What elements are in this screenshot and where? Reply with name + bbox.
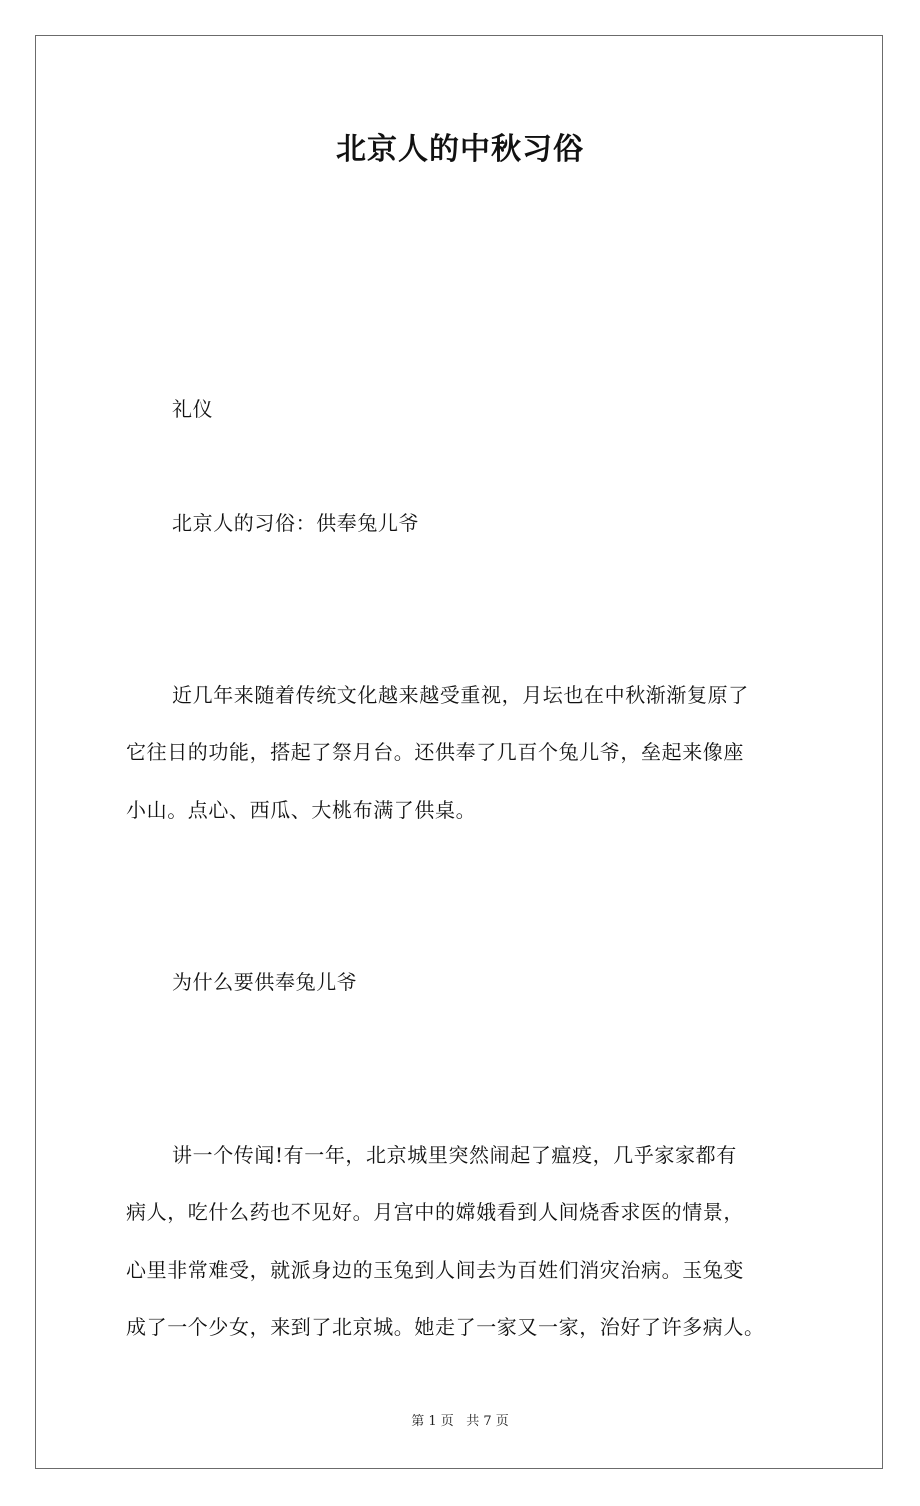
section-heading-custom: 北京人的习俗：供奉兔儿爷: [172, 511, 420, 535]
paragraph-1-line-3: 小山。点心、西瓜、大桃布满了供桌。: [126, 798, 477, 822]
document-title: 北京人的中秋习俗: [336, 132, 584, 167]
section-heading-why: 为什么要供奉兔儿爷: [172, 970, 358, 994]
page-number-footer: 第 1 页 共 7 页: [411, 1414, 509, 1429]
section-heading-liyi: 礼仪: [172, 397, 214, 421]
paragraph-1-line-1: 近几年来随着传统文化越来越受重视，月坛也在中秋渐渐复原了: [172, 683, 749, 707]
paragraph-2-line-2: 病人，吃什么药也不见好。月宫中的嫦娥看到人间烧香求医的情景，: [126, 1200, 744, 1224]
paragraph-2-line-1: 讲一个传闻!有一年，北京城里突然闹起了瘟疫，几乎家家都有: [172, 1143, 737, 1167]
paragraph-2-line-4: 成了一个少女，来到了北京城。她走了一家又一家，治好了许多病人。: [126, 1315, 765, 1339]
paragraph-1-line-2: 它往日的功能，搭起了祭月台。还供奉了几百个兔儿爷，垒起来像座: [126, 740, 744, 764]
paragraph-2-line-3: 心里非常难受，就派身边的玉兔到人间去为百姓们消灾治病。玉兔变: [126, 1258, 744, 1282]
